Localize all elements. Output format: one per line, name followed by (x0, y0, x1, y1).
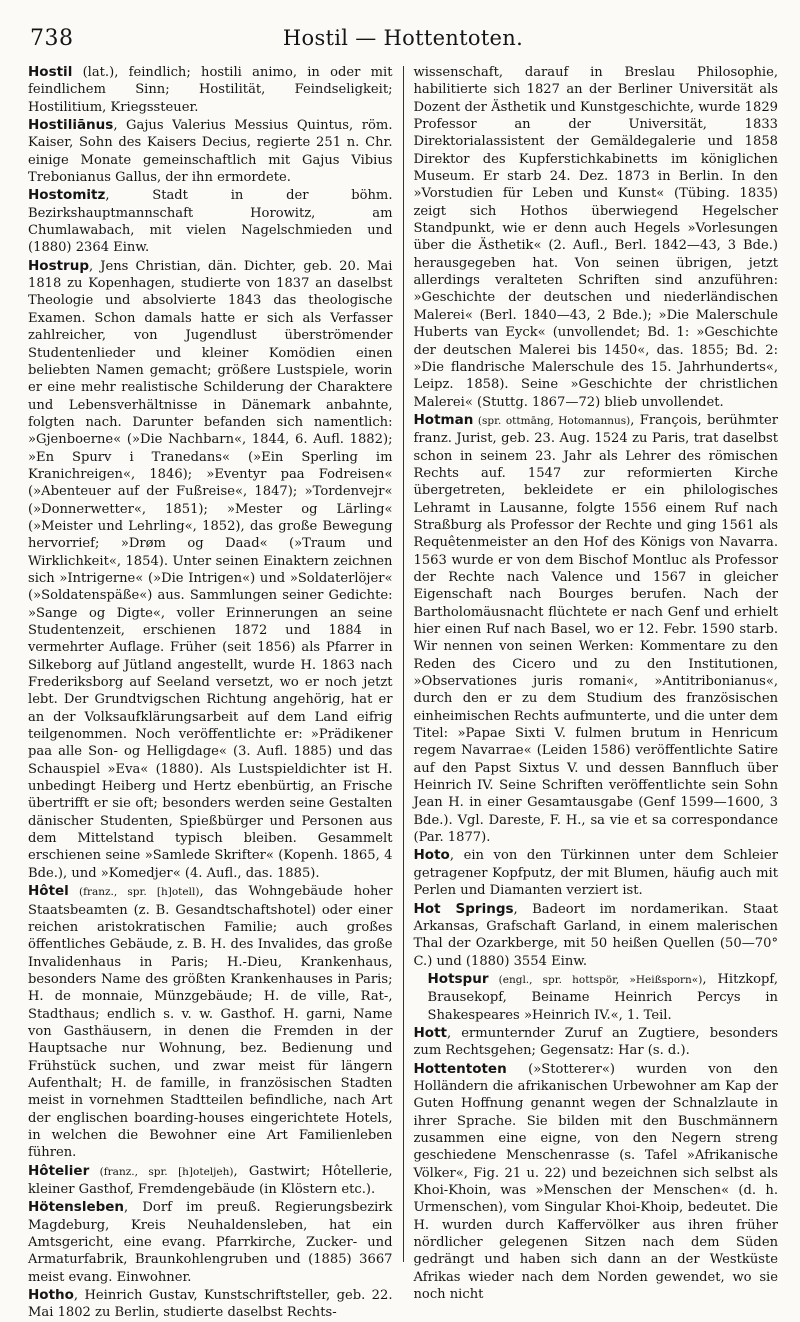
entry-text: , das Wohngebäude hoher Staatsbeamten (z. B. Gesandtschaftshotel) oder einer reichen aristokratischen Familie; auch großes öffentliches Gebäude, z. B. H. des Invalides, das große Invalidenhaus in Paris; H.-Dieu, Krankenhaus, besonders Name des größten Krankenhauses in Paris; H. de monnaie, Münzgebäude; H. de ville, Rat-, Stadthaus; endlich s. v. w. Gasthof. H. garni, Name von Gasthäusern, in denen die Fremden in der Hauptsache nur Wohnung, bez. Bedienung und Frühstück suchen, und zwar meist für längern Aufenthalt; H. de famille, in französischen Stadten meist in vornehmen Stadtteilen befindliche, nach Art der englischen boarding-houses eingerichtete Hotels, in welchen die Bewohner eine Art Familienleben führen. (28, 884, 393, 1161)
entry-pronunciation: (spr. ottmāng, Hotomannus) (473, 414, 631, 427)
entry-text: , Jens Christian, dän. Dichter, geb. 20. Mai 1818 zu Kopenhagen, studierte von 1837 an daselbst Theologie und absolvierte 1843 das theologische Examen. Schon damals hatte er sich als Verfasser zahlreicher, von Jugendlust überströmender Studentenlieder und kleiner Komödien einen beliebten Namen gemacht; größere Lustspiele, worin er eine mehr realistische Schilderung der Charaktere und Lebensverhältnisse in Dänemark anbahnte, folgten nach. Darunter befanden sich namentlich: »Gjenboerne« (»Die Nachbarn«, 1844, 6. Aufl. 1882); »En Spurv i Tranedans« (»Ein Sperling im Kranichreigen«, 1846); »Eventyr paa Fodreisen« (»Abenteuer auf der Fußreise«, 1847); »Tordenvejr« (»Donnerwetter«, 1851); »Mester og Lärling« (»Meister und Lehrling«, 1852), das große Bewegung hervorrief; »Drøm og Daad« (»Traum und Wirklichkeit«, 1854). Unter seinen Einaktern zeichnen sich »Intrigerne« (»Die Intrigen«) und »Soldaterlöjer« (»Soldatenspäße«) aus. Sammlungen seiner Gedichte: »Sange og Digte«, voller Erinnerungen an seine Studentenzeit, erschienen 1872 und 1884 in vermehrter Auflage. Früher (seit 1856) als Pfarrer in Silkeborg auf Jütland angestellt, wurde H. 1863 nach Frederiksborg auf Seeland versetzt, wo er noch jetzt lebt. Der Grundtvigschen Richtung angehörig, hat er an der Volksaufklärungsarbeit auf dem Land eifrig teilgenommen. Noch veröffentlichte er: »Prädikener paa alle Son- og Helligdage« (3. Aufl. 1885) und das Schauspiel »Eva« (1880). Als Lustspieldichter ist H. unbedingt Heiberg und Hertz ebenbürtig, an Frische übertrifft er sie oft; besonders werden seine Gestalten dänischer Studenten, Spießbürger und Personen aus dem Mittelstand typisch bleiben. Gesammelt erschienen seine »Samlede Skrifter« (Kopenh. 1865, 4 Bde.), und »Komedjer« (4. Aufl., das. 1885). (28, 258, 393, 881)
entry-text: , Badeort im nordamerikan. Staat Arkansas, Grafschaft Garland, in einem malerischen Thal der Ozarkberge, mit 50 heißen Quellen (50—70° C.) und (1880) 3554 Einw. (413, 901, 778, 969)
entry-text: , Stadt in der böhm. Bezirkshauptmannschaft Horowitz, am Chumlawabach, mit vielen Nagelschmieden und (1880) 2364 Einw. (28, 188, 393, 256)
entry-text: , Gajus Valerius Messius Quintus, röm. Kaiser, Sohn des Kaisers Decius, regierte 251 n. Chr. einige Monate gemeinschaftlich mit Gajus Vibius Trebonianus Gallus, der ihn ermordete. (28, 118, 393, 186)
entry-pronunciation: (franz., spr. [h]otell) (68, 886, 200, 899)
entry-headword: Hostrup (28, 257, 89, 274)
entry-headword: Hötensleben (28, 1199, 125, 1216)
dictionary-entry (28, 1287, 393, 1322)
entry-headword: Hostiliānus (28, 117, 114, 134)
entry-text: , ermunternder Zuruf an Zugtiere, besonders zum Rechtsgehen; Gegensatz: Har (s. d.). (413, 1025, 778, 1059)
entry-text: (»Stotterer«) wurden von den Holländern die afrikanischen Urbewohner am Kap der Guten Hoffnung genannt wegen der Schnalzlaute in ihrer Sprache. Sie bilden mit den Buschmännern zusammen eine eigne, von den Negern streng geschiedene Menschenrasse (s. Tafel »Afrikanische Völker«, Fig. 21 u. 22) und bezeichnen sich selbst als Khoi-Khoin, was »Menschen der Menschen« (d. h. Urmenschen), vom Singular Khoi-Khoip, bedeutet. Die H. wurden durch Kaffervölker aus ihren früher nördlicher gelegenen Sitzen nach dem Süden gedrängt und haben sich dann an der Westküste Afrikas wieder nach dem Norden gewendet, wo sie noch nicht (413, 1061, 778, 1303)
entry-pronunciation: (engl., spr. hottspör, »Heißsporn«) (488, 973, 703, 986)
dictionary-entry (28, 258, 393, 882)
page-number: 738 (30, 26, 74, 51)
entry-text: , Dorf im preuß. Regierungsbezirk Magdeburg, Kreis Neuhaldensleben, hat ein Amtsgericht, eine evang. Pfarrkirche, Zucker- und Armaturfabrik, Braunkohlengruben und (1885) 3667 meist evang. Einwohner. (28, 1200, 393, 1285)
entry-text: , François, berühmter franz. Jurist, geb. 23. Aug. 1524 zu Paris, trat daselbst schon in seinem 23. Jahr als Lehrer des römischen Rechts auf. 1547 zur reformierten Kirche übergetreten, bekleidete er ein philologisches Lehramt in Lausanne, folgte 1556 einem Ruf nach Straßburg als Professor der Rechte und ging 1561 als Requêtenmeister an den Hof des Königs von Navarra. 1563 wurde er von dem Bischof Montluc als Professor der Rechte nach Valence und 1567 in gleicher Eigenschaft nach Bourges berufen. Nach der Bartholomäusnacht flüchtete er nach Genf und erhielt hier einen Ruf nach Basel, wo er 12. Febr. 1590 starb. Wir nennen von seinen Werken: Kommentare zu den Reden des Cicero und zu den Institutionen, »Observationes juris romani«, »Antitribonianus«, durch den er zu dem Studium des französischen einheimischen Rechts aufmunterte, und die unter dem Titel: »Papae Sixti V. fulmen brutum in Henricum regem Navarrae« (Leiden 1586) veröffentlichte Satire auf den Papst Sixtus V. und dessen Bannfluch über Heinrich IV. Seine Schriften veröffentlichte sein Sohn Jean H. in einer Gesamtausgabe (Genf 1599—1600, 3 Bde.). Vgl. Dareste, F. H., sa vie et sa correspondance (Par. 1877). (413, 412, 778, 846)
entry-headword: Hostomitz (28, 187, 106, 204)
dictionary-entry (414, 901, 779, 970)
dictionary-entry (414, 412, 779, 847)
page-header (28, 0, 778, 64)
text-columns (28, 64, 778, 1321)
left-column (28, 64, 403, 1321)
entry-headword: Hôtelier (28, 1162, 90, 1179)
dictionary-entry (28, 117, 393, 186)
entry-headword: Hostil (28, 64, 73, 80)
entry-text: , Gastwirt; Hôtellerie, kleiner Gasthof, Fremdengebäude (in Klöstern etc.). (28, 1163, 393, 1197)
entry-text: wissenschaft, darauf in Breslau Philosophie, habilitierte sich 1827 an der Berliner Universität als Dozent der Ästhetik und Kunstgeschichte, wurde 1829 Professor an der Universität, 1833 Direktorialassistent der Gemäldegalerie und 1858 Direktor des Kupferstichkabinetts im königlichen Museum. Er starb 24. Dez. 1873 in Berlin. In den »Vorstudien für Leben und Kunst« (Tübing. 1835) zeigt sich Hothos überwiegend Hegelscher Standpunkt, wie er denn auch Hegels »Vorlesungen über die Ästhetik« (2. Aufl., Berl. 1842—43, 3 Bde.) herausgegeben hat. Von seinen übrigen, jetzt allerdings veralteten Schriften sind anzuführen: »Geschichte der deutschen und niederländischen Malerei« (Berl. 1840—43, 2 Bde.); »Die Malerschule Huberts van Eyck« (unvollendet; Bd. 1: »Geschichte der deutschen Malerei bis 1450«, das. 1855; Bd. 2: »Die flandrische Malerschule des 15. Jahrhunderts«, Leipz. 1858). Seine »Geschichte der christlichen Malerei« (Stuttg. 1867—72) blieb unvollendet. (413, 65, 778, 410)
dictionary-entry (28, 1163, 393, 1199)
entry-headword: Hottentoten (413, 1060, 507, 1077)
dictionary-entry (414, 1061, 779, 1304)
entry-headword: Hot Springs (413, 900, 514, 917)
entry-headword: Hotman (413, 411, 474, 428)
dictionary-entry (28, 1199, 393, 1286)
dictionary-entry (414, 64, 779, 411)
entry-headword: Hôtel (28, 883, 69, 900)
entry-text: , ein von den Türkinnen unter dem Schleier getragener Kopfputz, der mit Blumen, häufig auch mit Perlen und Diamanten verziert ist. (413, 848, 778, 899)
dictionary-entry (414, 847, 779, 899)
right-column (404, 64, 779, 1303)
entry-text: , Heinrich Gustav, Kunstschriftsteller, geb. 22. Mai 1802 zu Berlin, studierte daselbst Rechts- (28, 1288, 393, 1321)
dictionary-entry (28, 64, 393, 116)
dictionary-entry (414, 1025, 779, 1060)
entry-text: (lat.), feindlich; hostili animo, in oder mit feindlichem Sinn; Hostilität, Feindseligkeit; Hostilitium, Kriegssteuer. (28, 65, 393, 115)
running-head: Hostil — Hottentoten. (282, 26, 524, 50)
entry-pronunciation: (franz., spr. [h]oteljeh) (89, 1165, 234, 1178)
entry-headword: Hotho (28, 1287, 74, 1304)
dictionary-entry (28, 883, 393, 1162)
entry-headword: Hotspur (427, 970, 489, 987)
entry-text: , Hitzkopf, Brausekopf, Beiname Heinrich Percys in Shakespeares »Heinrich IV.«, 1. Teil. (427, 971, 778, 1023)
entry-headword: Hott (413, 1024, 447, 1041)
entry-headword: Hoto (413, 847, 450, 864)
dictionary-entry (414, 971, 779, 1024)
dictionary-entry (28, 187, 393, 256)
